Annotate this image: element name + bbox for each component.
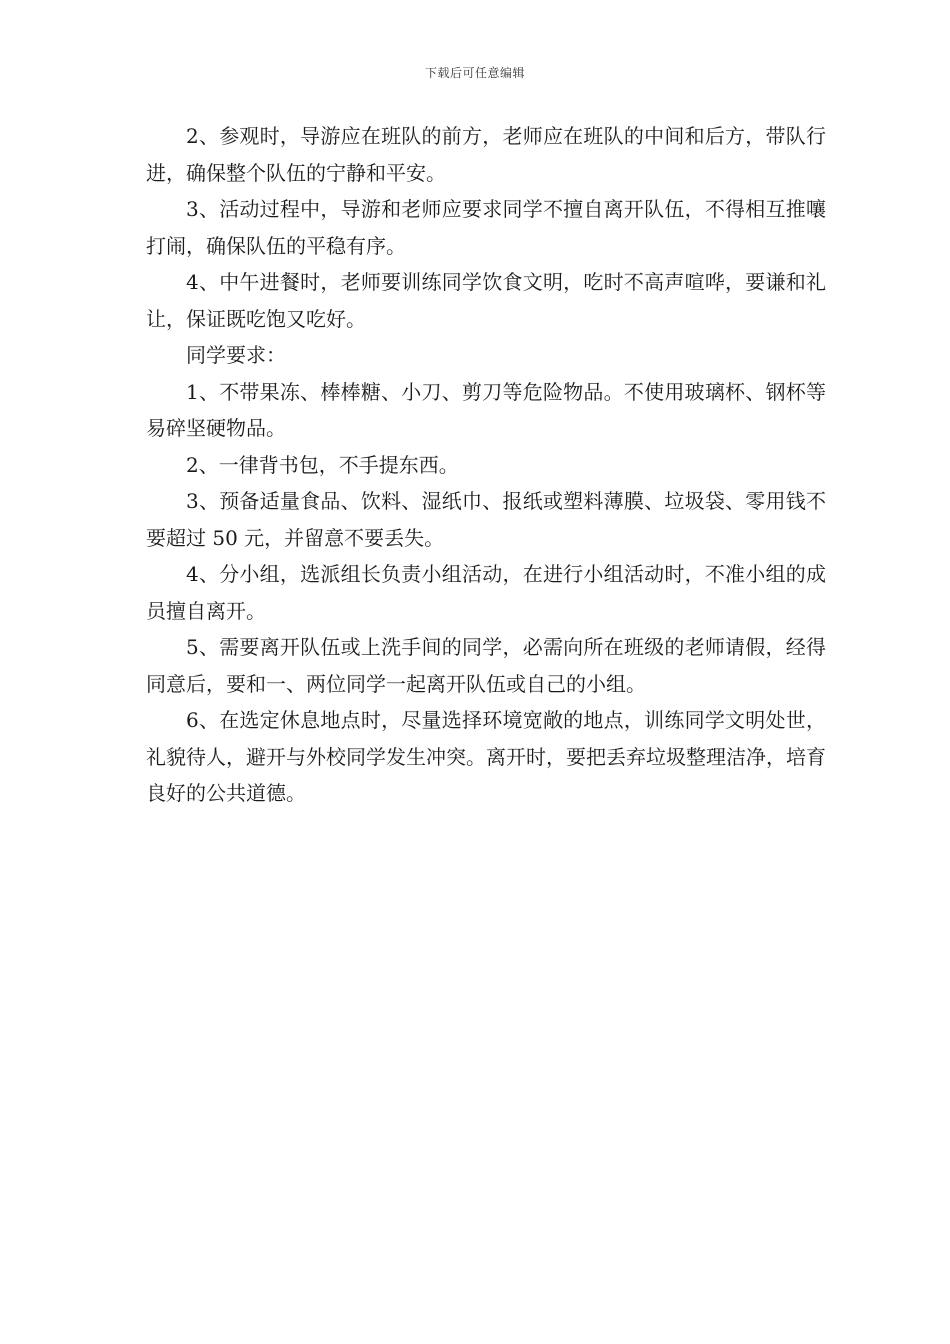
paragraph: 4、中午进餐时，老师要训练同学饮食文明，吃时不高声喧哗，要谦和礼让，保证既吃饱又吃好。 bbox=[146, 270, 826, 331]
paragraph: 1、不带果冻、棒棒糖、小刀、剪刀等危险物品。不使用玻璃杯、钢杯等易碎坚硬物品。 bbox=[146, 379, 826, 440]
paragraph: 5、需要离开队伍或上洗手间的同学，必需向所在班级的老师请假，经得同意后，要和一、两位同学一起离开队伍或自己的小组。 bbox=[146, 635, 826, 696]
paragraph: 3、活动过程中，导游和老师应要求同学不擅自离开队伍，不得相互推嚷打闹，确保队伍的平稳有序。 bbox=[146, 197, 826, 258]
paragraph: 2、参观时，导游应在班队的前方，老师应在班队的中间和后方，带队行进，确保整个队伍的宁静和平安。 bbox=[146, 124, 826, 185]
section-heading: 同学要求： bbox=[186, 343, 286, 367]
paragraph: 3、预备适量食品、饮料、湿纸巾、报纸或塑料薄膜、垃圾袋、零用钱不要超过 50 元，并留意不要丢失。 bbox=[146, 489, 826, 550]
paragraph: 4、分小组，选派组长负责小组活动，在进行小组活动时，不准小组的成员擅自离开。 bbox=[146, 562, 826, 623]
document-body bbox=[146, 118, 826, 812]
page-header: 下载后可任意编辑 bbox=[424, 66, 525, 80]
paragraph: 6、在选定休息地点时，尽量选择环境宽敞的地点，训练同学文明处世，礼貌待人，避开与外校同学发生冲突。离开时，要把丢弃垃圾整理洁净，培育良好的公共道德。 bbox=[146, 708, 826, 805]
paragraph: 2、一律背书包，不手提东西。 bbox=[186, 452, 459, 477]
